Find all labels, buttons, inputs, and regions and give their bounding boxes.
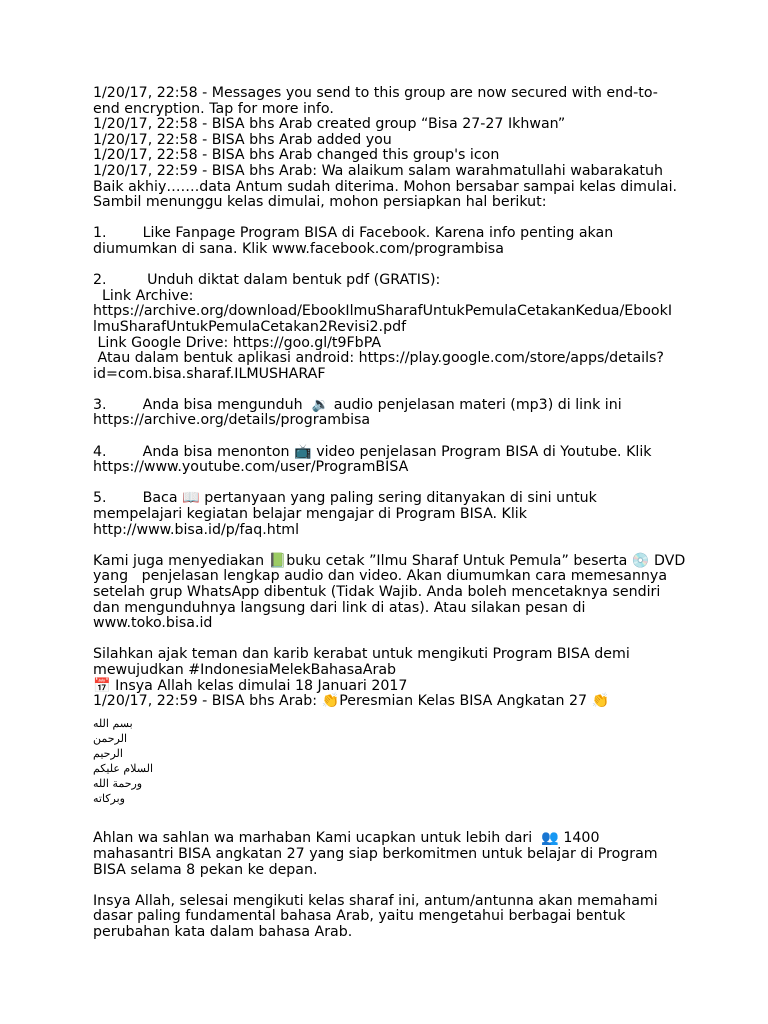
book-offer-line: yang penjelasan lengkap audio dan video. Akan diumumkan cara memesannya: [93, 568, 668, 585]
list-item-3: 3. Anda bisa mengunduh 🔉 audio penjelasan materi (mp3) di link ini: [93, 396, 622, 413]
paragraph-gap: [93, 258, 688, 274]
closing-line: Insya Allah, selesai mengikuti kelas sharaf ini, antum/antunna akan memahami: [93, 892, 658, 909]
chat-line: Baik akhiy…….data Antum sudah diterima. Mohon bersabar sampai kelas dimulai.: [93, 178, 678, 195]
android-app-link: Atau dalam bentuk aplikasi android: https://play.google.com/store/apps/details?: [93, 350, 664, 367]
basmalah-text: بسم الله الرحمن الرحيم: [93, 716, 133, 760]
book-offer-line: setelah grup WhatsApp dibentuk (Tidak Wajib. Anda boleh mencetaknya sendiri: [93, 584, 661, 600]
invite-line: Silahkan ajak teman dan karib kerabat untuk mengikuti Program BISA demi: [93, 646, 630, 663]
archive-link-cont: lmuSharafUntukPemulaCetakan2Revisi2.pdf: [93, 318, 407, 335]
list-item-1: 1. Like Fanpage Program BISA di Facebook. Karena info penting akan: [93, 225, 614, 242]
paragraph-gap: [93, 538, 688, 554]
paragraph-gap: [93, 211, 688, 227]
paragraph-gap: [93, 632, 688, 648]
book-offer-line: dan mengunduhnya langsung dari link di atas). Atau silakan pesan di: [93, 599, 586, 616]
start-date-line: 📅 Insya Allah kelas dimulai 18 Januari 2017: [93, 677, 408, 694]
list-item-5-cont: mempelajari kegiatan belajar mengajar di Program BISA. Klik: [93, 506, 527, 523]
welcome-line: BISA selama 8 pekan ke depan.: [93, 861, 318, 878]
list-item-5-cont: http://www.bisa.id/p/faq.html: [93, 521, 300, 538]
chat-line: 1/20/17, 22:58 - BISA bhs Arab created group “Bisa 27-27 Ikhwan”: [93, 116, 566, 133]
chat-line: 1/20/17, 22:59 - BISA bhs Arab: 👏Peresmian Kelas BISA Angkatan 27 👏: [93, 693, 610, 710]
chat-line: Sambil menunggu kelas dimulai, mohon persiapkan hal berikut:: [93, 194, 547, 211]
list-item-1-cont: diumumkan di sana. Klik www.facebook.com/programbisa: [93, 240, 504, 257]
invite-line: mewujudkan #IndonesiaMelekBahasaArab: [93, 661, 397, 678]
chat-line: 1/20/17, 22:59 - BISA bhs Arab: Wa alaikum salam warahmatullahi wabarakatuh: [93, 162, 663, 179]
arabic-greeting: [93, 716, 688, 806]
chat-line: 1/20/17, 22:58 - Messages you send to this group are now secured with end-to-: [93, 85, 658, 101]
archive-link: https://archive.org/download/EbookIlmuSharafUntukPemulaCetakanKedua/EbookI: [93, 303, 673, 320]
chat-line: 1/20/17, 22:58 - BISA bhs Arab changed this group's icon: [93, 147, 500, 164]
closing-line: perubahan kata dalam bahasa Arab.: [93, 923, 353, 940]
list-item-2: 2. Unduh diktat dalam bentuk pdf (GRATIS):: [93, 272, 441, 289]
welcome-line: Ahlan wa sahlan wa marhaban Kami ucapkan untuk lebih dari 👥 1400: [93, 830, 600, 847]
welcome-line: mahasantri BISA angkatan 27 yang siap berkomitmen untuk belajar di Program: [93, 845, 658, 862]
list-item-4: 4. Anda bisa menonton 📺 video penjelasan Program BISA di Youtube. Klik: [93, 443, 652, 460]
book-offer-line: www.toko.bisa.id: [93, 615, 213, 632]
book-offer-line: Kami juga menyediakan 📗buku cetak ”Ilmu Sharaf Untuk Pemula” beserta 💿 DVD: [93, 552, 686, 569]
paragraph-gap: [93, 878, 688, 894]
link-archive-label: Link Archive:: [93, 287, 194, 304]
paragraph-gap: [93, 429, 688, 445]
list-item-4-cont: https://www.youtube.com/user/ProgramBISA: [93, 459, 409, 476]
paragraph-gap: [93, 382, 688, 398]
google-drive-link: Link Google Drive: https://goo.gl/t9FbPA: [93, 334, 382, 351]
android-app-link-cont: id=com.bisa.sharaf.ILMUSHARAF: [93, 365, 326, 382]
list-item-3-cont: https://archive.org/details/programbisa: [93, 412, 371, 429]
chat-line: 1/20/17, 22:58 - BISA bhs Arab added you: [93, 131, 392, 148]
paragraph-gap: [93, 476, 688, 492]
closing-line: dasar paling fundamental bahasa Arab, yaitu mengetahui berbagai bentuk: [93, 908, 626, 925]
list-item-5: 5. Baca 📖 pertanyaan yang paling sering ditanyakan di sini untuk: [93, 490, 597, 507]
chat-line: end encryption. Tap for more info.: [93, 100, 334, 117]
paragraph-gap: [93, 816, 688, 832]
salam-text: السلام عليكم ورحمة الله وبركاته: [92, 761, 153, 805]
